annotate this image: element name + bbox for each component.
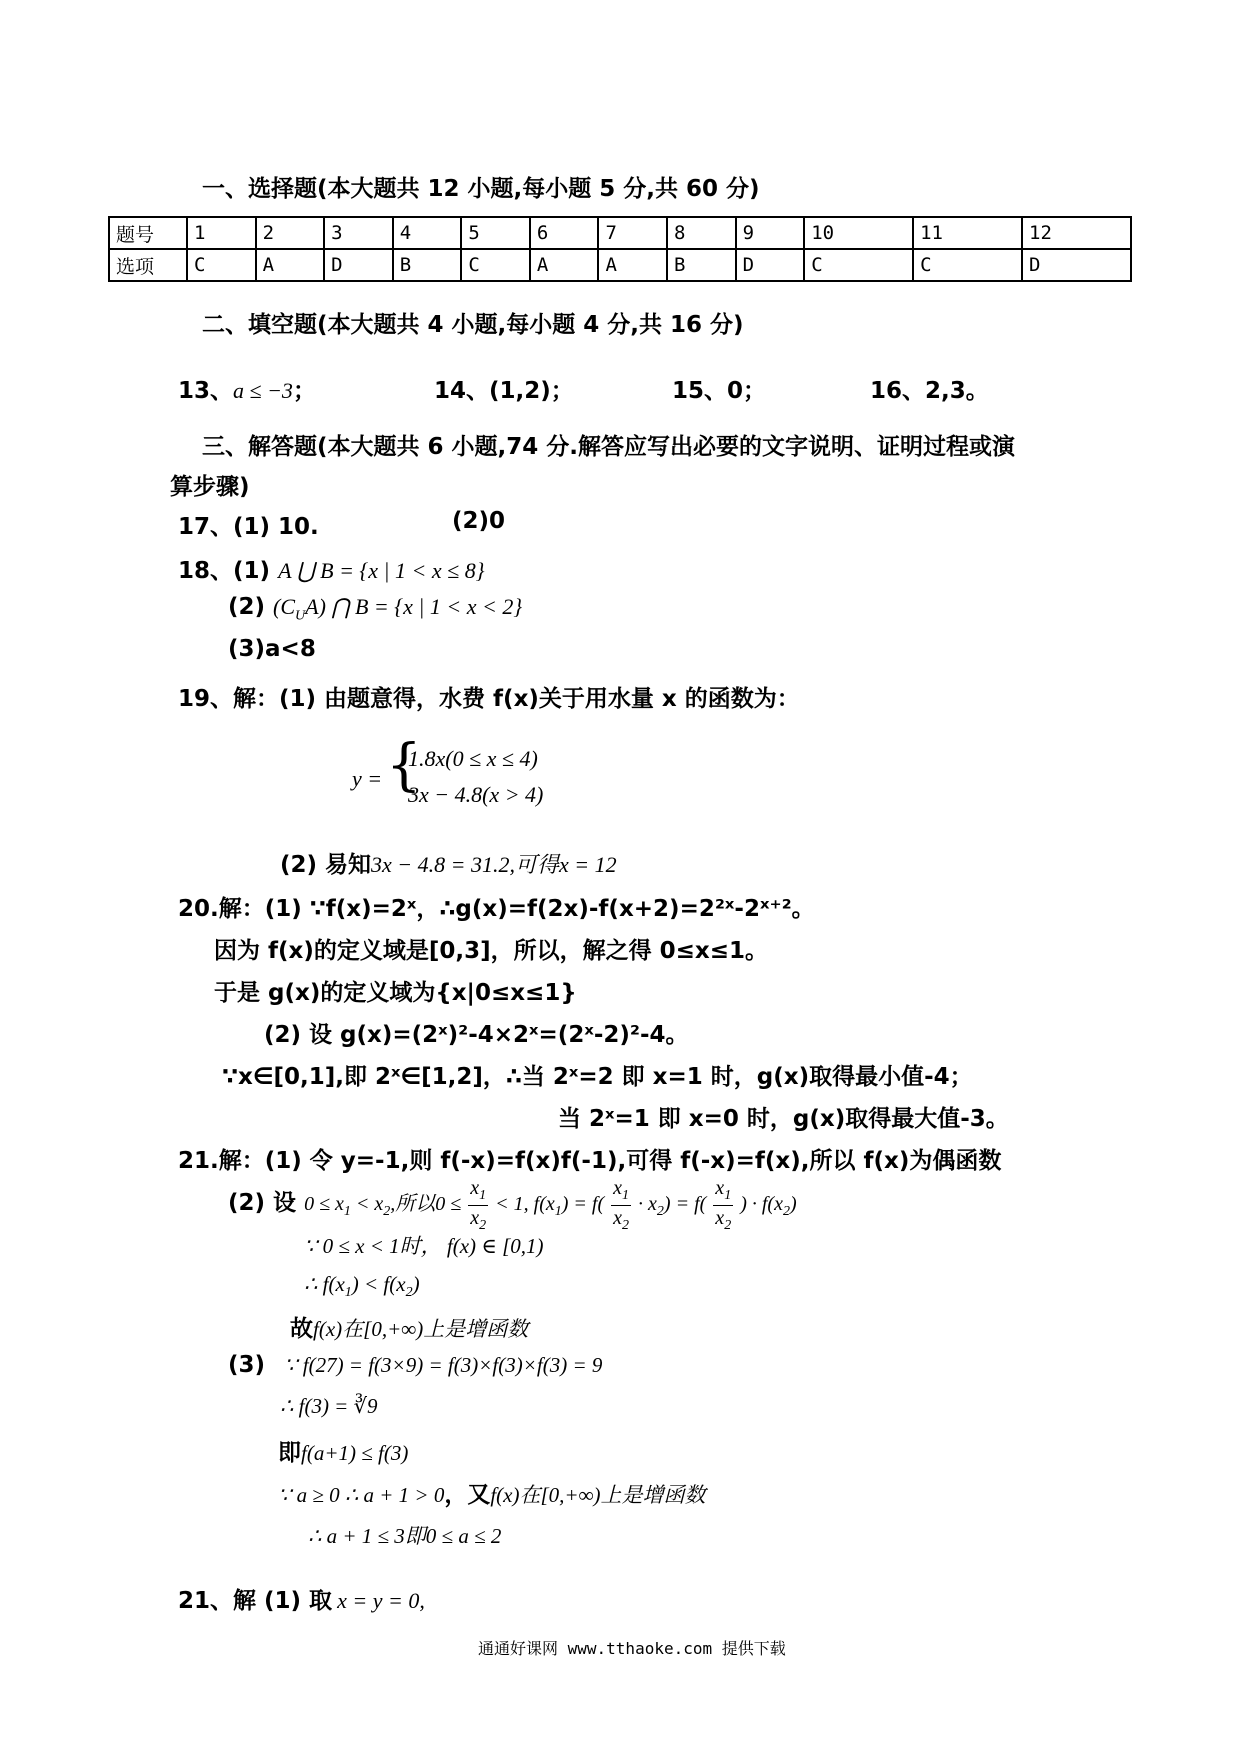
frac-num: x	[715, 1177, 725, 1199]
answer-21-p3-line2: ∴ f(3) = ∛9	[280, 1394, 378, 1418]
table-cell: D	[1022, 249, 1131, 281]
frac-den-sub: 2	[479, 1218, 487, 1233]
answer-21-p3-label: (3)	[228, 1352, 266, 1378]
expr-part: ∴ f(x	[304, 1272, 345, 1296]
answer-20-line4: (2) 设 g(x)=(2ˣ)²-4×2ˣ=(2ˣ-2)²-4。	[264, 1022, 689, 1048]
fraction	[468, 1178, 488, 1233]
answer-18-part2	[228, 594, 522, 624]
row-label-number: 题号	[109, 217, 187, 249]
table-cell: D	[736, 249, 805, 281]
table-cell: C	[913, 249, 1022, 281]
table-cell: A	[530, 249, 599, 281]
table-cell: 4	[393, 217, 462, 249]
answer-20-line6: 当 2ˣ=1 即 x=0 时，g(x)取得最大值-3。	[558, 1106, 1009, 1132]
frac-den: x	[715, 1207, 725, 1229]
table-cell: 10	[804, 217, 913, 249]
fraction	[611, 1178, 631, 1233]
frac-num: x	[613, 1177, 623, 1199]
expr-sub: 1	[554, 1204, 562, 1220]
answer-21-p3-line1: ∵ f(27) = f(3×9) = f(3)×f(3)×f(3) = 9	[284, 1353, 603, 1377]
expr-sub: 1	[344, 1285, 352, 1301]
answer-table	[108, 216, 1132, 282]
expr-part: ) = f(	[663, 1193, 707, 1216]
expr-part: )	[412, 1272, 420, 1296]
frac-num: x	[470, 1177, 480, 1199]
frac-den: x	[470, 1207, 480, 1229]
answer-21-l4-expr: f(x)在[0,+∞)上是增函数	[313, 1317, 529, 1341]
table-cell: A	[256, 249, 325, 281]
expr-sub: 2	[383, 1204, 391, 1220]
answer-13	[178, 372, 316, 405]
table-cell: B	[393, 249, 462, 281]
frac-num-sub: 1	[622, 1188, 630, 1203]
frac-den-sub: 2	[622, 1218, 630, 1233]
answer-18-expr1: A ⋃ B = {x | 1 < x ≤ 8}	[278, 558, 485, 583]
table-cell: 5	[461, 217, 530, 249]
table-cell: 7	[598, 217, 667, 249]
answer-table-choice-row	[109, 249, 1131, 281]
answer-20-line5: ∵x∈[0,1],即 2ˣ∈[1,2]，∴当 2ˣ=2 即 x=1 时，g(x)取得最小值-4；	[222, 1064, 973, 1090]
fraction	[713, 1178, 733, 1233]
answer-21-part3	[228, 1352, 602, 1378]
expr-part: ) = f(	[561, 1193, 605, 1216]
answer-21-p2-label: (2) 设	[228, 1190, 297, 1217]
table-cell: C	[461, 249, 530, 281]
expr-part: ) · f(x	[740, 1193, 783, 1216]
answer-21-line3	[304, 1272, 420, 1301]
section3-title-line1: 三、解答题(本大题共 6 小题,74 分.解答应写出必要的文字说明、证明过程或演	[202, 434, 1016, 460]
answer-19-p2-label: (2) 易知	[280, 852, 372, 878]
answer-21b-label: 21、解 (1) 取	[178, 1588, 333, 1614]
expr-part: < 1, f(x	[495, 1193, 555, 1216]
answer-16: 16、2,3。	[870, 378, 989, 404]
answer-18-part3: (3)a<8	[228, 636, 316, 662]
table-cell: C	[187, 249, 256, 281]
expr2-a: (C	[273, 594, 296, 619]
answer-21-p3-l4-label: ，又	[444, 1482, 491, 1508]
answer-13-label: 13、	[178, 378, 234, 404]
table-cell: C	[804, 249, 913, 281]
expr-part: < x	[350, 1193, 384, 1216]
frac-den-sub: 2	[724, 1218, 732, 1233]
answer-21b	[178, 1582, 425, 1615]
answer-21-line1: 21.解：(1) 令 y=-1,则 f(-x)=f(x)f(-1),可得 f(-x)=f(x),所以 f(x)为偶函数	[178, 1148, 1002, 1174]
answer-18-expr2	[273, 594, 523, 624]
answer-20-line3: 于是 g(x)的定义域为{x|0≤x≤1}	[214, 980, 577, 1006]
table-cell: 3	[324, 217, 393, 249]
answer-table-number-row	[109, 217, 1131, 249]
answer-21-p3-line3	[278, 1434, 408, 1467]
answer-21-p2-expr	[304, 1177, 797, 1233]
answer-18-label2: (2)	[228, 594, 266, 620]
answer-21-p3-l4a: ∵ a ≥ 0 ∴ a + 1 > 0	[278, 1483, 445, 1507]
answer-14: 14、(1,2)；	[434, 378, 574, 404]
answer-15: 15、0；	[672, 378, 767, 404]
expr-sub: 2	[405, 1285, 413, 1301]
table-cell: 6	[530, 217, 599, 249]
table-cell: 11	[913, 217, 1022, 249]
answer-17-part2: (2)0	[452, 508, 506, 534]
answer-18-label1: 18、(1)	[178, 558, 271, 584]
answer-19-part2	[280, 846, 617, 879]
answer-21-line2: ∵ 0 ≤ x < 1时， f(x) ∈ [0,1)	[304, 1234, 544, 1258]
table-cell: 12	[1022, 217, 1131, 249]
answer-21b-expr: x = y = 0,	[337, 1588, 425, 1613]
expr-part: · x	[638, 1193, 657, 1216]
frac-num-sub: 1	[724, 1188, 732, 1203]
table-cell: B	[667, 249, 736, 281]
table-cell: 1	[187, 217, 256, 249]
answer-21-p3-l3-expr: f(a+1) ≤ f(3)	[301, 1441, 409, 1465]
answer-19-p2-expr: 3x − 4.8 = 31.2,可得x = 12	[371, 852, 617, 877]
answer-21-part2	[228, 1178, 797, 1233]
table-cell: 8	[667, 217, 736, 249]
answer-21-line4	[290, 1310, 528, 1343]
answer-21-p3-l4b: f(x)在[0,+∞)上是增函数	[490, 1483, 706, 1507]
expr2-sub: U	[295, 608, 306, 624]
answer-21-p3-line4	[278, 1476, 706, 1509]
answer-21-l4-label: 故	[290, 1316, 313, 1342]
expr-part: 0 ≤ x	[304, 1193, 344, 1216]
answer-20-line2: 因为 f(x)的定义域是[0,3]，所以，解之得 0≤x≤1。	[214, 938, 769, 964]
frac-num-sub: 1	[479, 1188, 487, 1203]
answer-13-expr: a ≤ −3	[233, 378, 293, 403]
expr-part: ,所以0 ≤	[390, 1193, 462, 1216]
section2-title: 二、填空题(本大题共 4 小题,每小题 4 分,共 16 分)	[202, 312, 744, 338]
answer-18-part1	[178, 552, 485, 585]
piecewise-case1: 1.8x(0 ≤ x ≤ 4)	[408, 746, 538, 771]
row-label-choice: 选项	[109, 249, 187, 281]
expr-sub: 1	[343, 1204, 351, 1220]
answer-20-line1: 20.解：(1) ∵f(x)=2ˣ，∴g(x)=f(2x)-f(x+2)=2²ˣ-2ˣ⁺²。	[178, 896, 815, 922]
table-cell: 2	[256, 217, 325, 249]
expr-sub: 2	[782, 1204, 790, 1220]
expr-part: ) < f(x	[351, 1272, 406, 1296]
answer-21-p3-line5: ∴ a + 1 ≤ 3即0 ≤ a ≤ 2	[308, 1524, 502, 1548]
answer-21-p3-l3-label: 即	[278, 1440, 301, 1466]
section1-title: 一、选择题(本大题共 12 小题,每小题 5 分,共 60 分)	[202, 176, 760, 202]
section3-title-line2: 算步骤)	[170, 474, 250, 500]
brace-icon: {	[386, 733, 422, 798]
table-cell: A	[598, 249, 667, 281]
expr-sub: 2	[656, 1204, 664, 1220]
table-cell: D	[324, 249, 393, 281]
answer-19-intro: 19、解：(1) 由题意得，水费 f(x)关于用水量 x 的函数为：	[178, 686, 800, 712]
footer-text: 通通好课网 www.tthaoke.com 提供下载	[478, 1639, 786, 1658]
piecewise-case2: 3x − 4.8(x > 4)	[408, 782, 544, 807]
expr-part: )	[789, 1193, 797, 1216]
frac-den: x	[613, 1207, 623, 1229]
expr2-rest: A) ⋂ B = {x | 1 < x < 2}	[305, 594, 523, 619]
table-cell: 9	[736, 217, 805, 249]
piecewise-y: y =	[352, 766, 383, 791]
answer-17-part1: 17、(1) 10.	[178, 514, 319, 540]
answer-13-end: ；	[292, 378, 316, 404]
